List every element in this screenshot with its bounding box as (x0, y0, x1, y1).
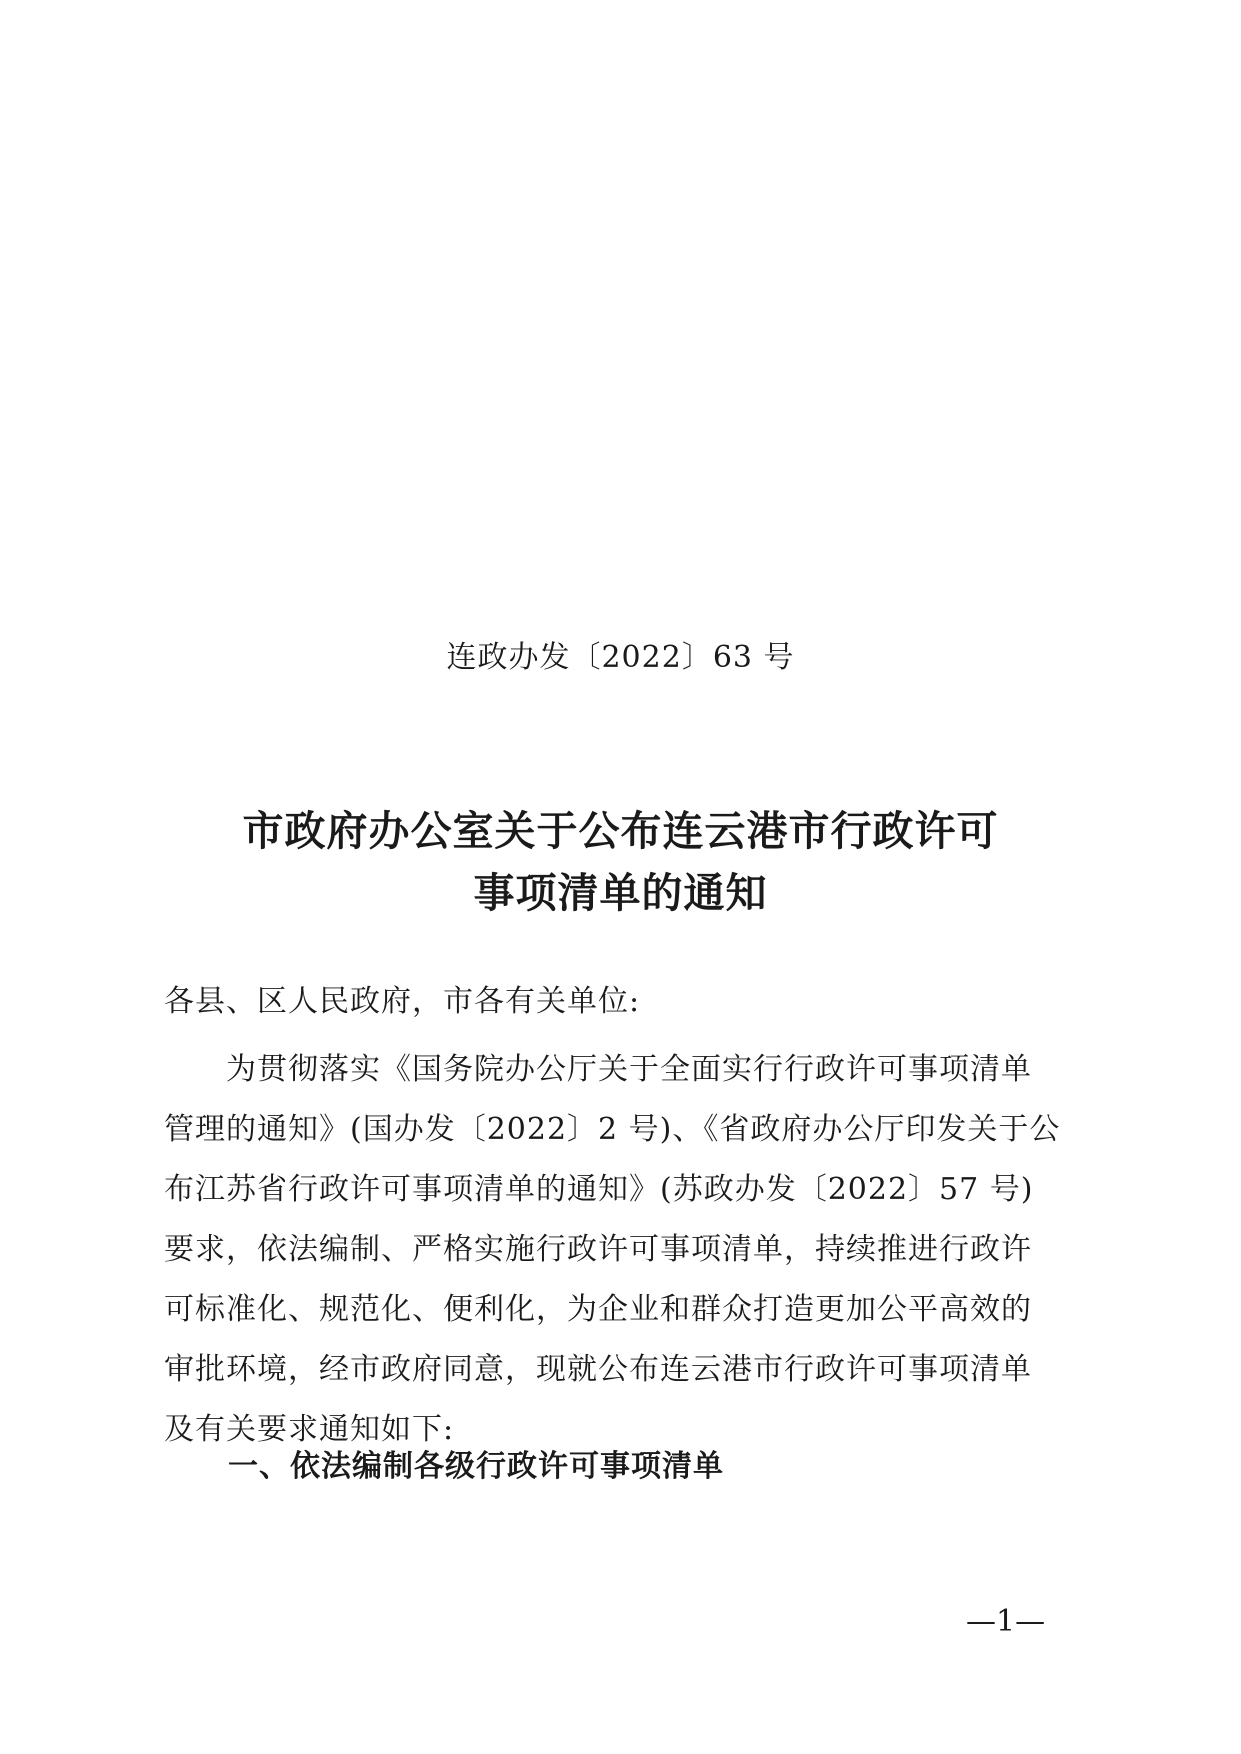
body-line-4: 要求，依法编制、严格实施行政许可事项清单，持续推进行政许 (164, 1232, 1032, 1267)
body-line-2: 管理的通知》(国办发〔2022〕2 号)、《省政府办公厅印发关于公 (164, 1112, 1061, 1147)
body-line-6: 审批环境，经市政府同意，现就公布连云港市行政许可事项清单 (164, 1352, 1032, 1387)
salutation: 各县、区人民政府，市各有关单位: (164, 984, 641, 1019)
document-number: 连政办发〔2022〕63 号 (446, 640, 795, 675)
body-paragraph (164, 1040, 1084, 1460)
body-line-5: 可标准化、规范化、便利化，为企业和群众打造更加公平高效的 (164, 1292, 1032, 1327)
page-number: —1— (966, 1604, 1046, 1639)
document-title (180, 800, 1061, 924)
body-line-7: 及有关要求通知如下: (164, 1412, 455, 1447)
document-title-line-1: 市政府办公室关于公布连云港市行政许可 (242, 807, 999, 855)
body-line-3: 布江苏省行政许可事项清单的通知》(苏政办发〔2022〕57 号) (164, 1172, 1034, 1207)
section-heading: 一、依法编制各级行政许可事项清单 (228, 1449, 724, 1484)
document-title-line-2: 事项清单的通知 (473, 869, 768, 917)
body-line-1: 为贯彻落实《国务院办公厅关于全面实行行政许可事项清单 (226, 1052, 1032, 1087)
